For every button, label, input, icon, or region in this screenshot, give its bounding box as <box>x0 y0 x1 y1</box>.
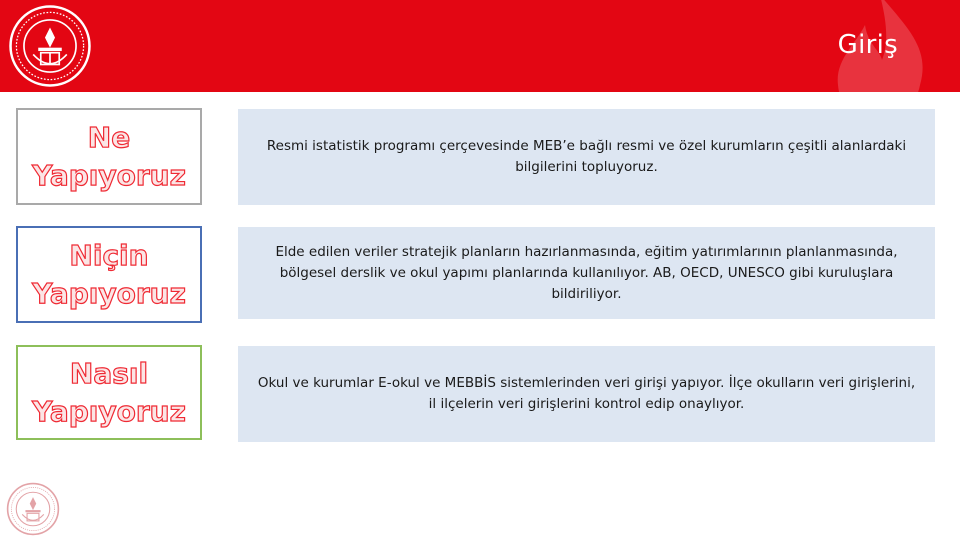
page-title: Giriş <box>837 30 898 60</box>
description-box-3 <box>238 346 935 442</box>
description-box-2 <box>238 227 935 319</box>
row-description: Elde edilen veriler stratejik planların hazırlanmasında, eğitim yatırımlarının planlanmasında, bölgesel derslik ve okul yapımı planlarında kullanılıyor. AB, OECD, UNESCO gibi kuruluşlara bildiriliyor. <box>275 243 898 302</box>
row-label: Niçin Yapıyoruz <box>32 238 186 310</box>
row-description: Okul ve kurumlar E-okul ve MEBBİS sistemlerinden veri girişi yapıyor. İlçe okulların veri girişlerini, il ilçelerin veri girişlerini kontrol edip onaylıyor. <box>257 375 916 412</box>
ministry-seal-icon <box>6 482 60 536</box>
row-label: Nasıl Yapıyoruz <box>32 356 186 428</box>
row-description: Resmi istatistik programı çerçevesinde MEB’e bağlı resmi ve özel kurumların çeşitli alanlardaki bilgilerini topluyoruz. <box>266 138 907 175</box>
row-label: Ne Yapıyoruz <box>32 120 186 192</box>
label-box-ne-yapiyoruz <box>16 108 202 205</box>
label-box-nasil-yapiyoruz <box>16 345 202 440</box>
ministry-seal-icon <box>8 4 92 88</box>
description-box-1 <box>238 109 935 205</box>
label-box-nicin-yapiyoruz <box>16 226 202 323</box>
header-bar <box>0 0 960 92</box>
